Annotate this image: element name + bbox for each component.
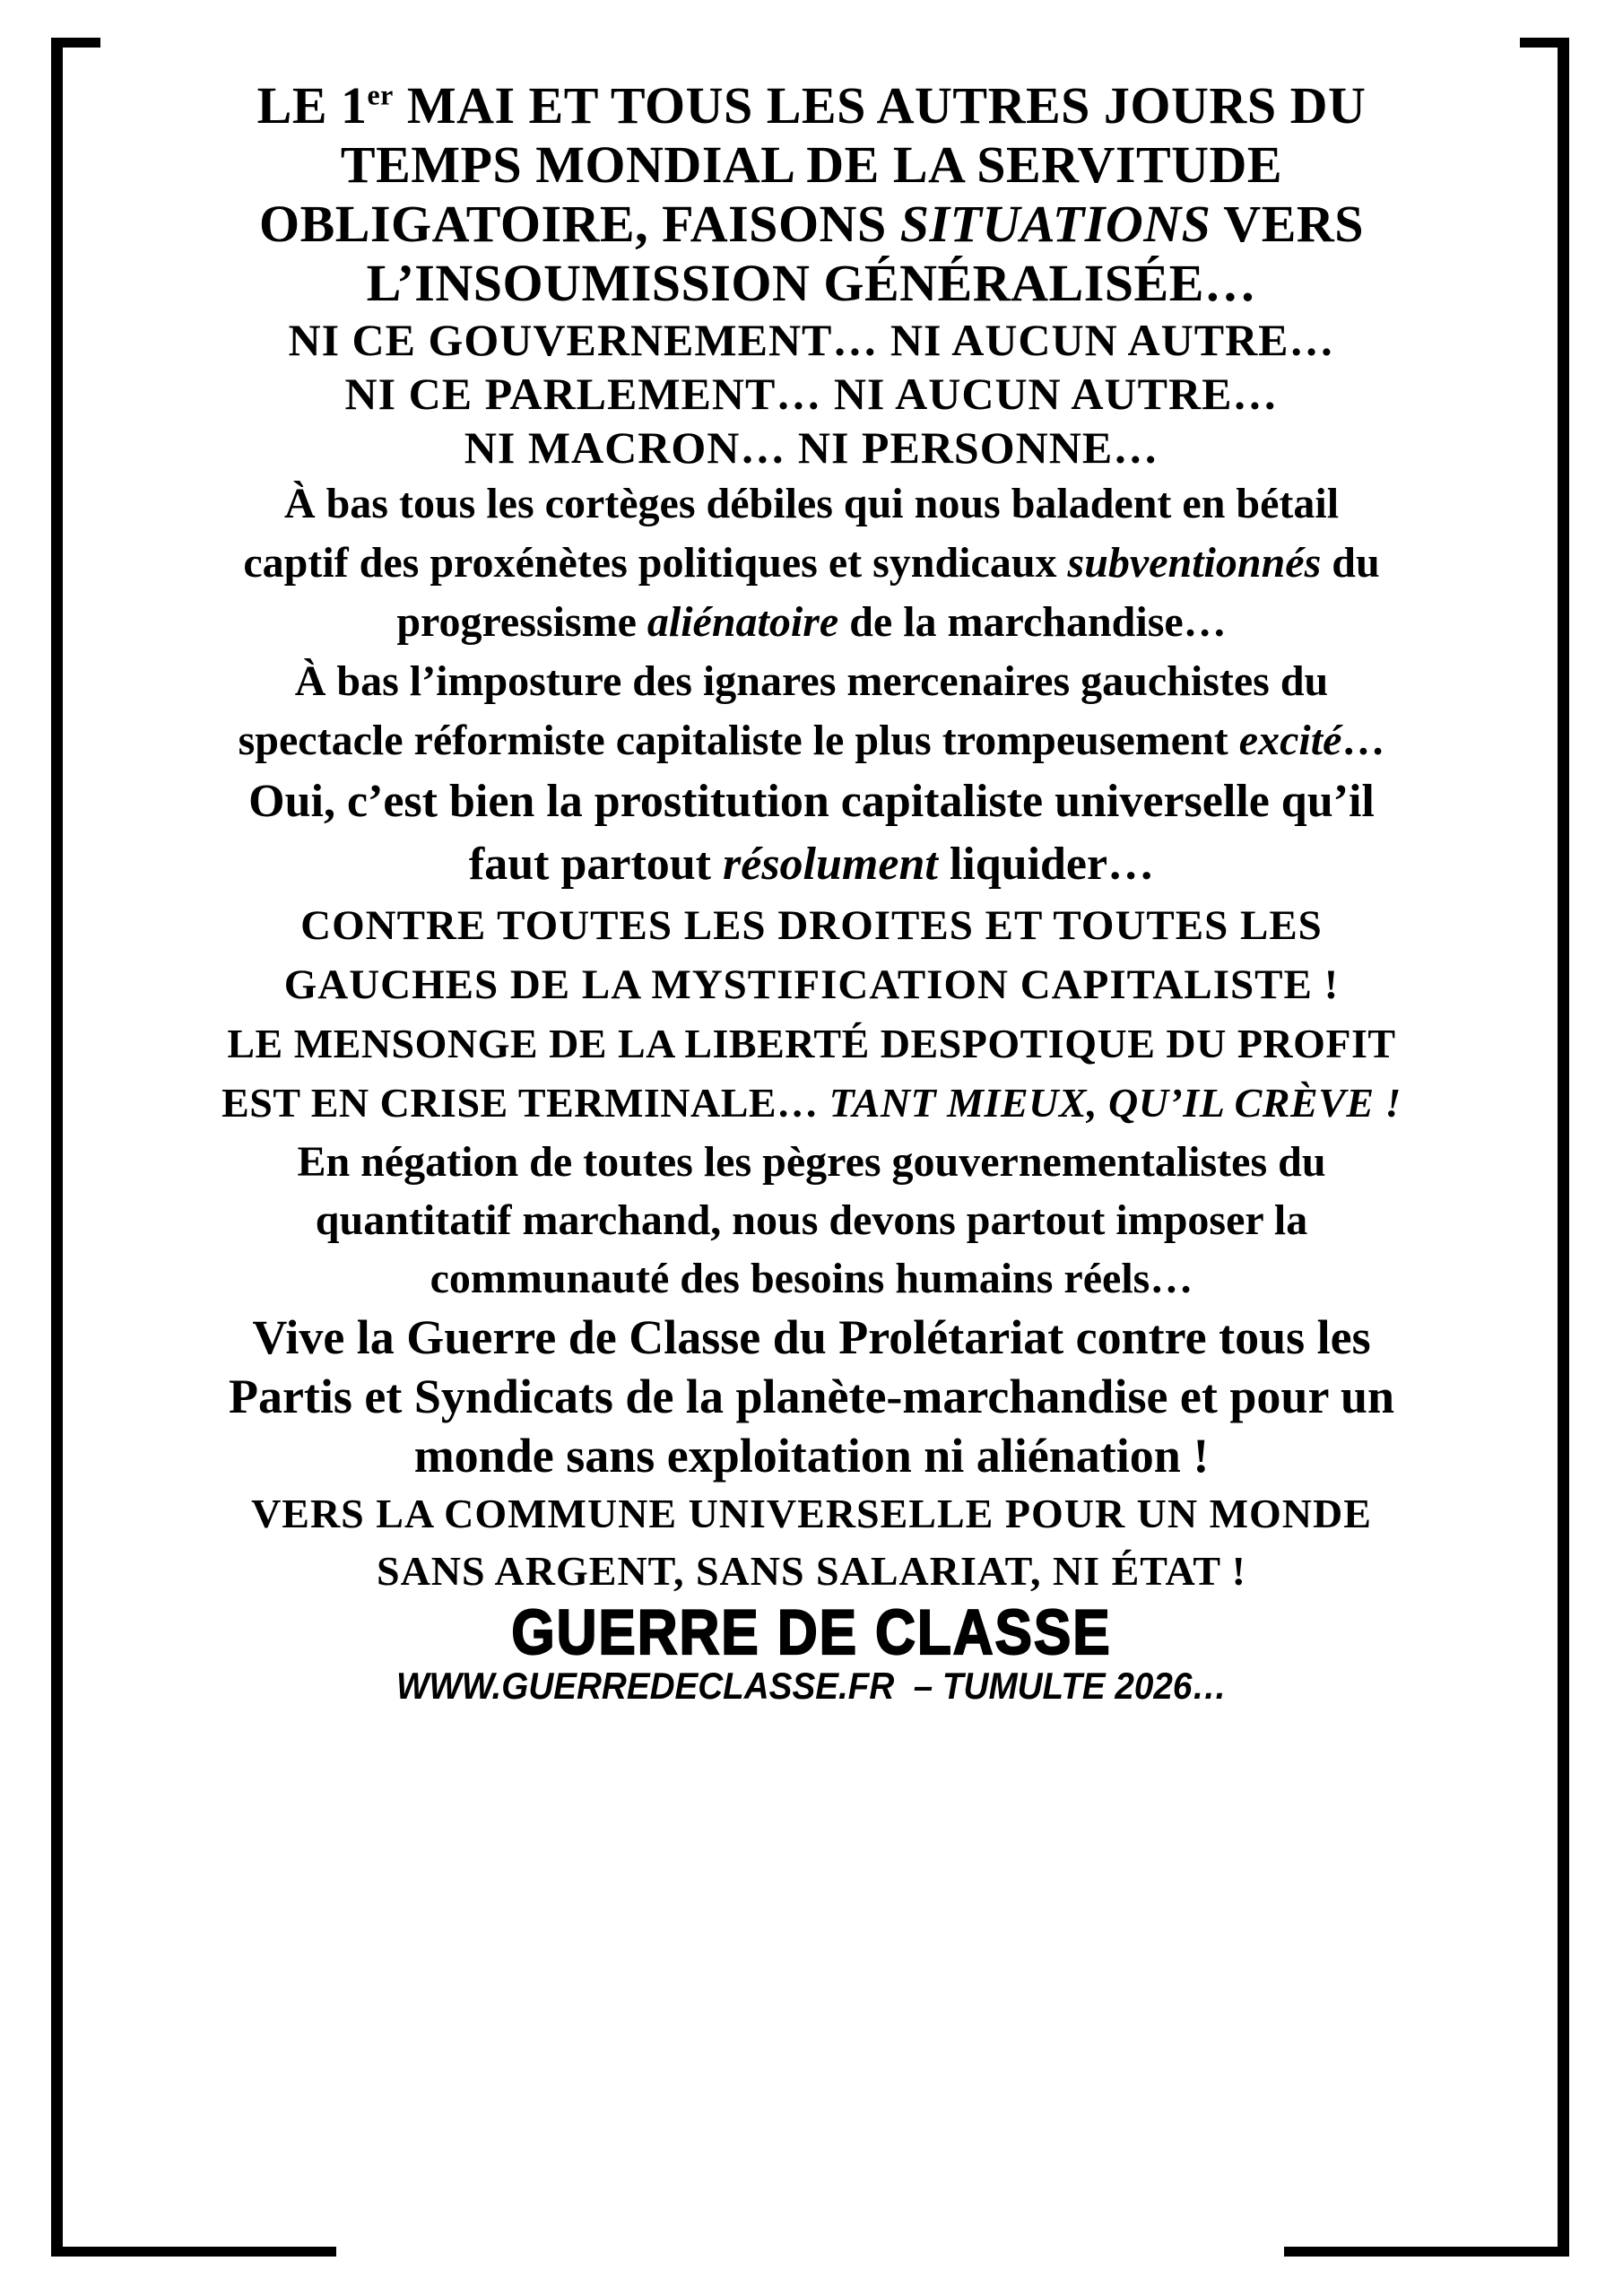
text-segment: EST EN CRISE TERMINALE… [221, 1080, 829, 1126]
prostitution-paragraph [72, 770, 1551, 896]
paragraph-line [72, 593, 1551, 652]
text-segment-italic: aliénatoire [647, 598, 839, 646]
paragraph-line: CONTRE TOUTES LES DROITES ET TOUTES LES [300, 902, 1323, 949]
text-segment-italic: excité [1238, 717, 1342, 764]
profit-lie-block [72, 1014, 1551, 1133]
text-segment: OBLIGATOIRE, FAISONS [258, 195, 900, 253]
refusal-line-2: NI CE PARLEMENT… NI AUCUN AUTRE… [344, 369, 1279, 419]
paragraph-line [72, 534, 1551, 593]
paragraph-line: GAUCHES DE LA MYSTIFICATION CAPITALISTE ! [283, 961, 1340, 1008]
universal-commune-block [72, 1485, 1551, 1600]
heading-line-1 [72, 76, 1551, 135]
text-segment: … [1341, 717, 1385, 764]
ordinal-superscript: er [367, 79, 394, 111]
brand-title: GUERRE DE CLASSE [511, 1596, 1112, 1668]
paragraph-line: Oui, c’est bien la prostitution capitaliste universelle qu’il [248, 776, 1375, 827]
text-segment: captif des proxénètes politiques et syndicaux [243, 539, 1068, 587]
website-footer: WWW.GUERREDECLASSE.FR – TUMULTE 2026… [395, 1665, 1227, 1707]
paragraph-line: VERS LA COMMUNE UNIVERSELLE POUR UN MONDE [251, 1491, 1372, 1536]
negation-paragraph [72, 1133, 1551, 1308]
text-segment: VERS [1211, 195, 1365, 253]
paragraph-line [72, 711, 1551, 770]
frame-bottom-right-bar [1284, 2247, 1569, 2257]
frame-right-border [1558, 38, 1569, 2257]
paragraph-line: En négation de toutes les pègres gouvernementalistes du [297, 1138, 1326, 1186]
heading-line-4: L’INSOUMISSION GÉNÉRALISÉE… [366, 254, 1257, 312]
frame-bottom-left-bar [51, 2247, 336, 2257]
text-segment: faut partout [468, 839, 723, 890]
poster-content [72, 0, 1551, 1708]
text-segment: liquider… [937, 839, 1155, 890]
text-segment: de la marchandise… [838, 598, 1227, 646]
paragraph-line [72, 833, 1551, 896]
heading [72, 76, 1551, 313]
against-leftists-paragraph [72, 652, 1551, 770]
text-segment: LE 1 [256, 76, 368, 135]
heading-line-3 [72, 195, 1551, 254]
text-segment-italic: subventionnés [1067, 539, 1322, 587]
refusal-line-1: NI CE GOUVERNEMENT… NI AUCUN AUTRE… [288, 315, 1335, 365]
heading-line-2: TEMPS MONDIAL DE LA SERVITUDE [340, 135, 1283, 194]
paragraph-line: Vive la Guerre de Classe du Prolétariat contre tous les [252, 1310, 1371, 1364]
class-war-paragraph [72, 1308, 1551, 1485]
no-government-block [72, 313, 1551, 474]
paragraph-line: À bas tous les cortèges débiles qui nous baladent en bétail [283, 480, 1340, 527]
text-segment: MAI ET TOUS LES AUTRES JOURS DU [393, 76, 1367, 135]
paragraph-line: Partis et Syndicats de la planète-marchandise et pour un [228, 1370, 1395, 1423]
paragraph-line: À bas l’imposture des ignares mercenaires gauchistes du [294, 657, 1329, 705]
paragraph-line: quantitatif marchand, nous devons partout imposer la [315, 1196, 1308, 1244]
refusal-line-3: NI MACRON… NI PERSONNE… [464, 422, 1159, 473]
against-right-left-block [72, 896, 1551, 1014]
text-segment-italic: résolument [723, 839, 938, 890]
text-segment: du [1321, 539, 1380, 587]
paragraph-line: communauté des besoins humains réels… [430, 1255, 1193, 1302]
against-parades-paragraph [72, 474, 1551, 652]
text-segment-bold-italic: TANT MIEUX, QU’IL CRÈVE ! [829, 1080, 1402, 1126]
paragraph-line: LE MENSONGE DE LA LIBERTÉ DESPOTIQUE DU PROFIT [227, 1021, 1396, 1066]
paragraph-line: monde sans exploitation ni aliénation ! [413, 1429, 1210, 1483]
frame-left-border [51, 38, 63, 2257]
text-segment: spectacle réformiste capitaliste le plus trompeusement [238, 717, 1239, 764]
text-segment: progressisme [396, 598, 647, 646]
paragraph-line: SANS ARGENT, SANS SALARIAT, NI ÉTAT ! [376, 1548, 1246, 1594]
paragraph-line [72, 1074, 1551, 1133]
text-segment-italic: SITUATIONS [899, 195, 1211, 253]
